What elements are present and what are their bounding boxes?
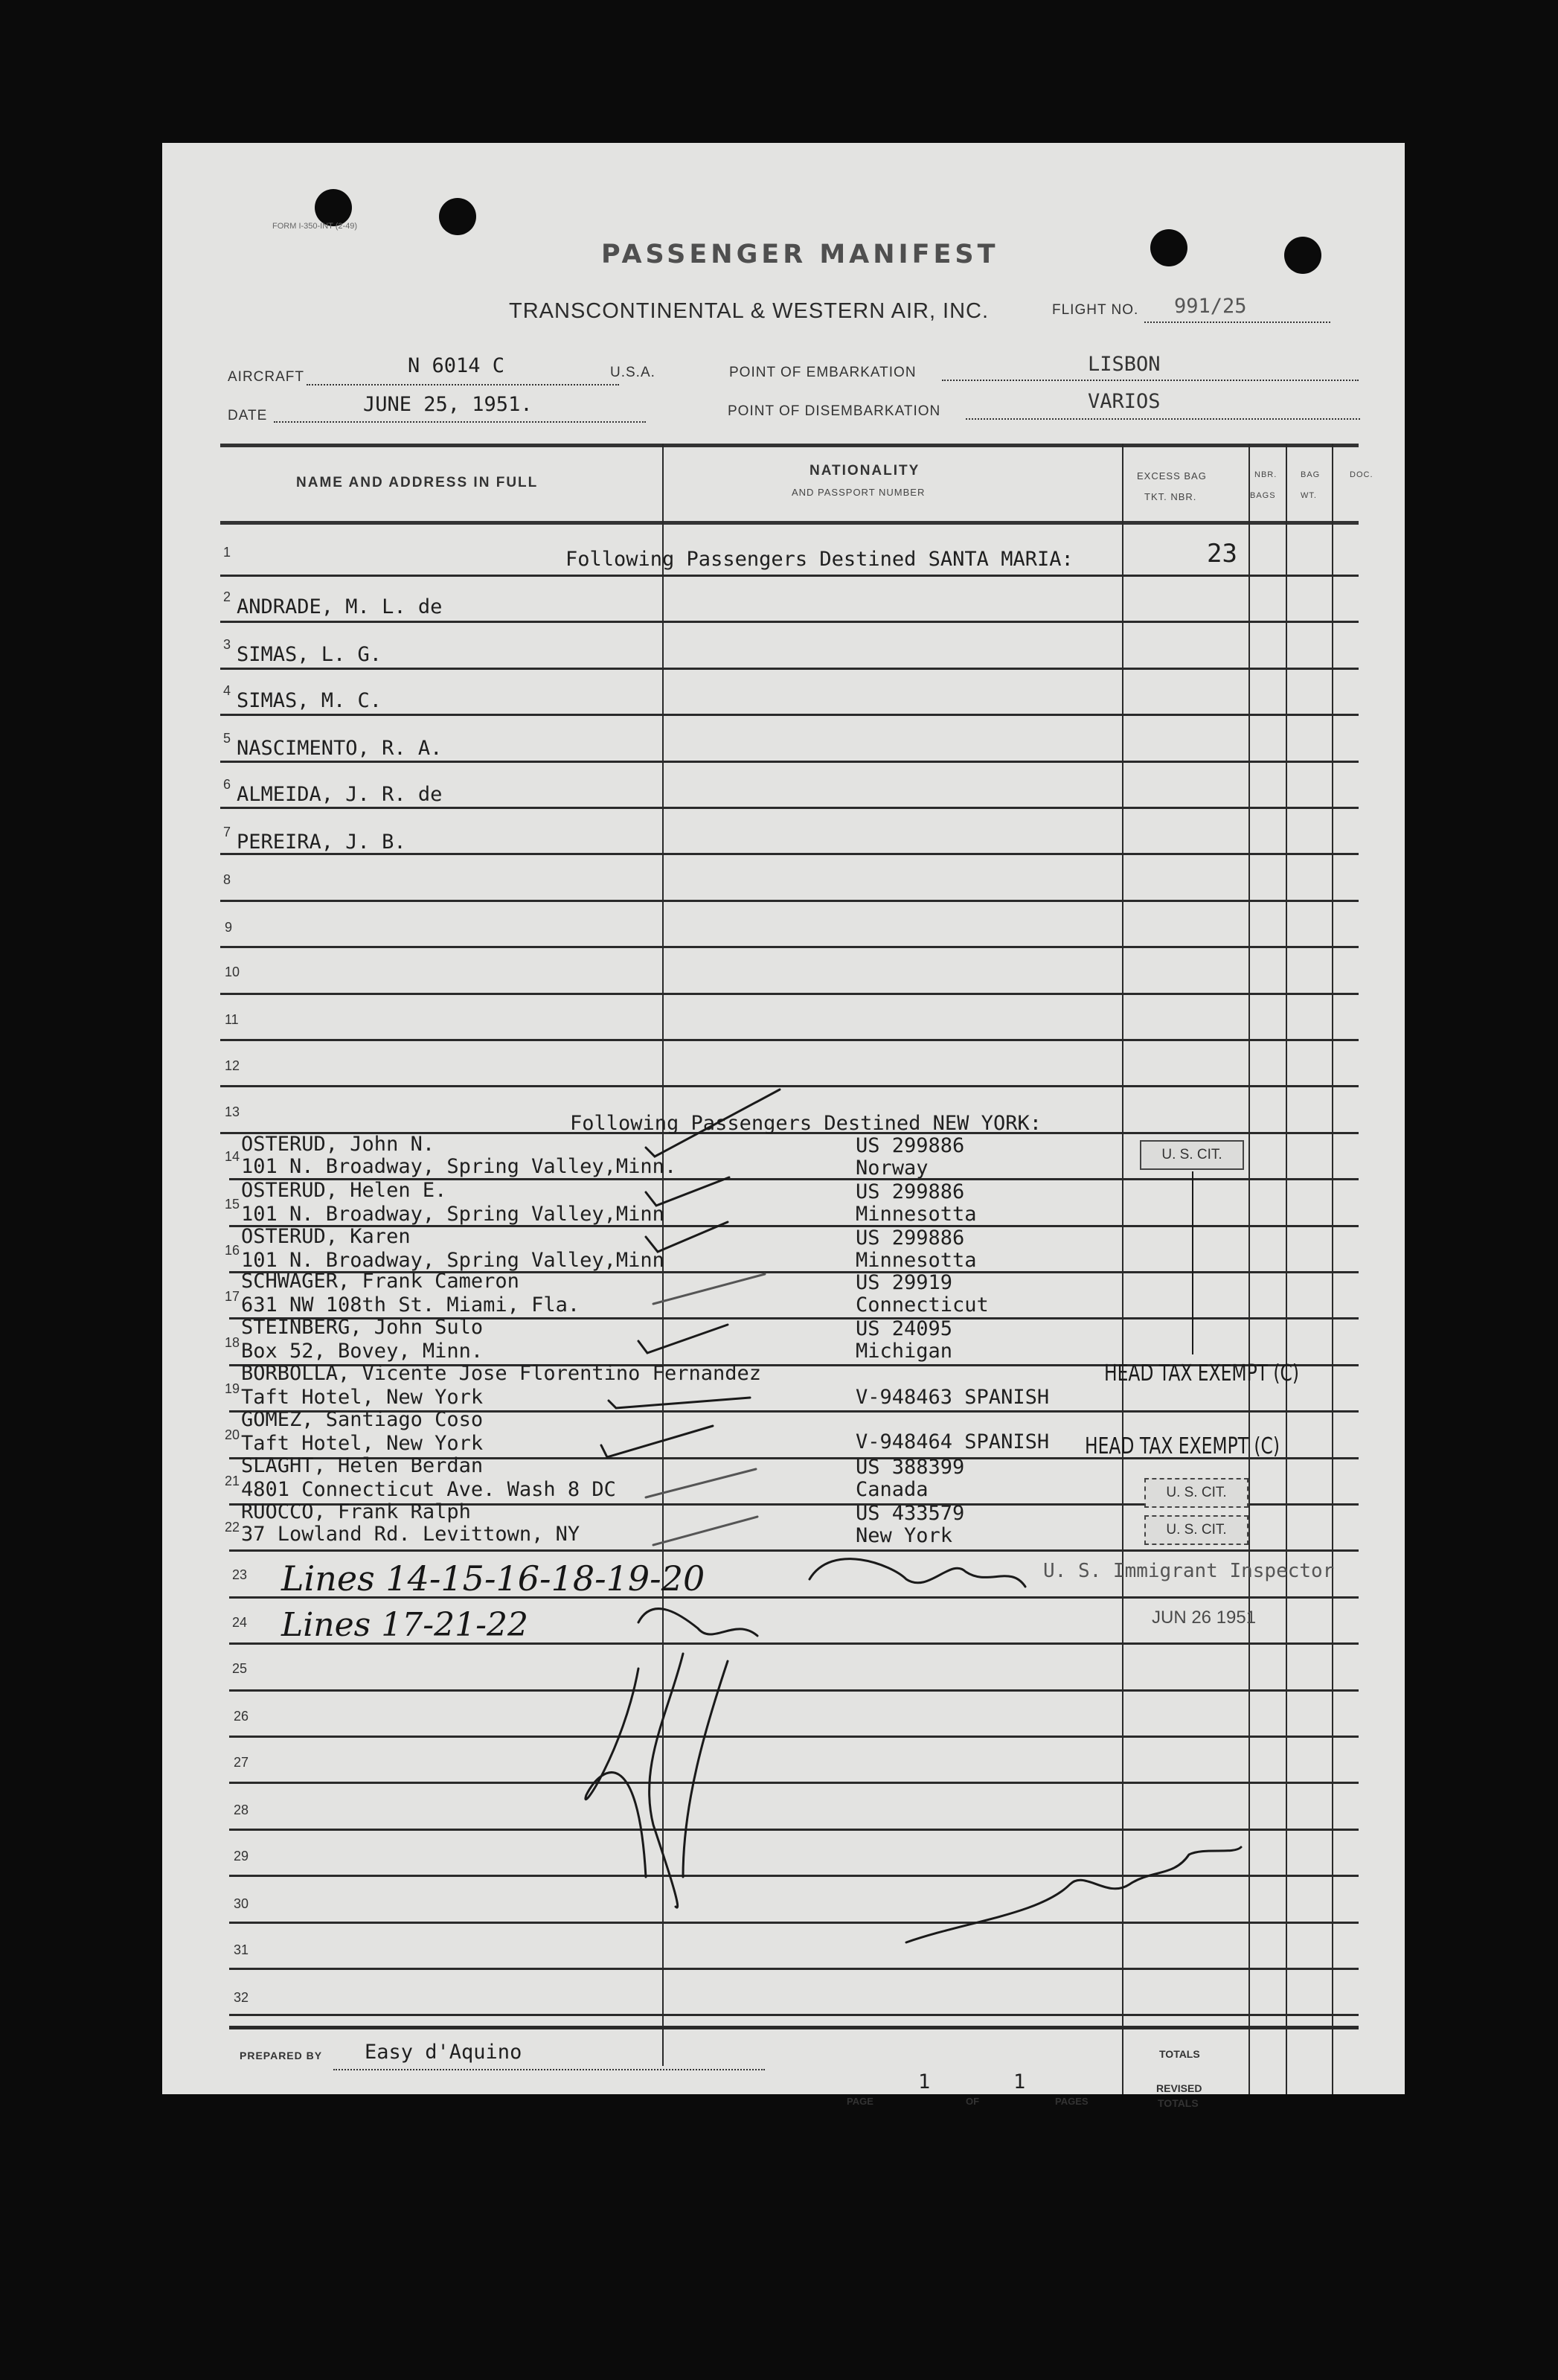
destination-heading: Following Passengers Destined SANTA MARIA: <box>565 548 1074 571</box>
check-mark-icon <box>646 1177 729 1206</box>
signature-scrawl-icon <box>810 1559 1025 1587</box>
head-tax-exempt-stamp: HEAD TAX EXEMPT (C) <box>1085 1433 1280 1459</box>
passport-number: US 299886 <box>856 1134 965 1157</box>
nationality-value: Minnesotta <box>856 1203 977 1226</box>
check-mark-icon <box>646 1090 780 1157</box>
destination-heading: Following Passengers Destined NEW YORK: <box>570 1112 1042 1135</box>
disembarkation-value: VARIOS <box>1088 390 1161 413</box>
date-value: JUNE 25, 1951. <box>363 393 533 416</box>
passenger-name: SIMAS, M. C. <box>237 689 382 712</box>
airline-name: TRANSCONTINENTAL & WESTERN AIR, INC. <box>509 299 990 323</box>
check-mark-icon <box>601 1426 713 1457</box>
nationality-value: Minnesotta <box>856 1249 977 1272</box>
row-number: 7 <box>223 825 231 839</box>
aircraft-label: AIRCRAFT <box>228 369 304 385</box>
passenger-name: OSTERUD, Helen E. <box>241 1179 447 1202</box>
row-number: 31 <box>234 1942 249 1957</box>
row-number: 25 <box>232 1661 248 1676</box>
passport-number: US 299886 <box>856 1180 965 1203</box>
row-number: 26 <box>234 1709 249 1724</box>
check-mark-icon <box>653 1274 765 1304</box>
row-number: 28 <box>234 1802 249 1817</box>
passenger-address: 631 NW 108th St. Miami, Fla. <box>241 1293 580 1317</box>
prepared-by-underline <box>333 2069 765 2070</box>
form-number: FORM I-350-INT (2-49) <box>272 222 358 231</box>
manifest-sheet <box>162 143 1405 2109</box>
column-header-doc: DOC. <box>1350 470 1373 479</box>
passenger-name: RUOCCO, Frank Ralph <box>241 1500 471 1523</box>
passenger-address: Taft Hotel, New York <box>241 1386 484 1409</box>
passenger-address: Box 52, Bovey, Minn. <box>241 1340 484 1363</box>
row-number: 8 <box>223 872 231 887</box>
page-label: PAGE <box>847 2096 873 2107</box>
prepared-by-name: Easy d'Aquino <box>365 2041 522 2064</box>
nationality-value: Canada <box>856 1478 929 1501</box>
revised-totals-label: REVISED <box>1156 2082 1202 2094</box>
check-marks <box>162 143 1405 2094</box>
row-number: 30 <box>234 1896 249 1911</box>
passenger-name: ANDRADE, M. L. de <box>237 595 443 618</box>
us-citizen-stamp: U. S. CIT. <box>1140 1140 1244 1170</box>
row-number: 12 <box>225 1058 240 1073</box>
row-number: 3 <box>223 637 231 652</box>
row-number: 9 <box>225 920 233 935</box>
column-header-nationality: NATIONALITY <box>810 463 920 479</box>
row-number: 16 <box>225 1243 240 1258</box>
aircraft-registry: U.S.A. <box>610 365 655 380</box>
page-number: 1 <box>918 2070 931 2093</box>
us-citizen-stamp: U. S. CIT. <box>1144 1515 1248 1545</box>
row-number: 22 <box>225 1520 240 1535</box>
totals-label: TOTALS <box>1159 2048 1200 2060</box>
column-header-nbr-bags: NBR. <box>1254 470 1278 479</box>
row-count: 23 <box>1207 539 1237 569</box>
embarkation-label: POINT OF EMBARKATION <box>729 365 917 380</box>
passenger-name: PEREIRA, J. B. <box>237 831 406 854</box>
passenger-name: NASCIMENTO, R. A. <box>237 737 443 760</box>
passenger-name: GOMEZ, Santiago Coso <box>241 1408 484 1431</box>
revised-totals-label: TOTALS <box>1158 2097 1199 2109</box>
row-number: 27 <box>234 1755 249 1770</box>
row-number: 15 <box>225 1197 240 1212</box>
passenger-address: 101 N. Broadway, Spring Valley,Minn <box>241 1249 664 1272</box>
row-number: 13 <box>225 1104 240 1119</box>
inspector-signature-icon <box>906 1847 1241 1942</box>
row-number: 14 <box>225 1149 240 1164</box>
passenger-address: 37 Lowland Rd. Levittown, NY <box>241 1523 580 1546</box>
row-number: 20 <box>225 1427 240 1442</box>
row-number: 24 <box>232 1615 248 1630</box>
large-scribble-icon <box>586 1654 728 1907</box>
nationality-value: New York <box>856 1524 953 1547</box>
row-number: 21 <box>225 1474 240 1488</box>
passenger-name: OSTERUD, Karen <box>241 1225 411 1248</box>
flight-label: FLIGHT NO. <box>1052 302 1139 318</box>
passenger-address: Taft Hotel, New York <box>241 1432 484 1455</box>
check-mark-icon <box>609 1398 750 1408</box>
passenger-name: STEINBERG, John Sulo <box>241 1316 484 1339</box>
row-number: 10 <box>225 965 240 979</box>
passenger-name: OSTERUD, John N. <box>241 1133 435 1156</box>
column-header-excess-bag: EXCESS BAG <box>1137 470 1207 482</box>
column-header-wt: WT. <box>1301 491 1317 500</box>
prepared-by-label: PREPARED BY <box>240 2050 323 2061</box>
page-total: 1 <box>1013 2070 1026 2093</box>
passenger-name: ALMEIDA, J. R. de <box>237 783 443 806</box>
handwritten-lines-note: Lines 17-21-22 <box>281 1606 528 1644</box>
passport-number: US 29919 <box>856 1271 953 1294</box>
date-label: DATE <box>228 408 268 423</box>
passport-number: US 388399 <box>856 1456 965 1479</box>
column-header-bags: BAGS <box>1250 491 1276 500</box>
passport-number: US 299886 <box>856 1226 965 1250</box>
nationality-value: Connecticut <box>856 1293 989 1317</box>
column-header-ticket-number: TKT. NBR. <box>1144 491 1197 502</box>
row-number: 6 <box>223 777 231 792</box>
row-number: 23 <box>232 1567 248 1582</box>
passenger-address: 101 N. Broadway, Spring Valley,Minn <box>241 1203 664 1226</box>
inspection-date-stamp: JUN 26 1951 <box>1152 1608 1257 1628</box>
column-header-name: NAME AND ADDRESS IN FULL <box>296 475 539 490</box>
check-mark-icon <box>646 1222 728 1252</box>
passenger-address: 4801 Connecticut Ave. Wash 8 DC <box>241 1478 616 1501</box>
row-number: 5 <box>223 731 231 746</box>
check-mark-icon <box>646 1469 756 1497</box>
of-label: OF <box>966 2096 980 2107</box>
flight-number: 991/25 <box>1174 295 1247 318</box>
row-number: 17 <box>225 1289 240 1304</box>
row-number: 1 <box>223 545 231 560</box>
row-number: 4 <box>223 683 231 698</box>
nationality-value: Norway <box>856 1157 929 1180</box>
row-number: 18 <box>225 1335 240 1350</box>
signature-scrawl-icon <box>638 1609 757 1636</box>
pages-label: PAGES <box>1055 2096 1089 2107</box>
passenger-name: SCHWAGER, Frank Cameron <box>241 1270 519 1293</box>
handwritten-lines-note: Lines 14-15-16-18-19-20 <box>281 1558 705 1599</box>
check-mark-icon <box>638 1325 728 1353</box>
disembarkation-label: POINT OF DISEMBARKATION <box>728 403 941 419</box>
head-tax-exempt-stamp: HEAD TAX EXEMPT (C) <box>1104 1360 1300 1386</box>
us-citizen-stamp: U. S. CIT. <box>1144 1478 1248 1508</box>
row-number: 32 <box>234 1990 249 2005</box>
passport-number: US 433579 <box>856 1502 965 1525</box>
row-number: 19 <box>225 1381 240 1396</box>
passport-number: V-948463 SPANISH <box>856 1386 1050 1409</box>
passenger-name: SLAGHT, Helen Berdan <box>241 1454 484 1477</box>
embarkation-value: LISBON <box>1088 353 1161 376</box>
column-header-passport: AND PASSPORT NUMBER <box>792 487 926 498</box>
aircraft-value: N 6014 C <box>408 354 505 377</box>
row-number: 2 <box>223 589 231 604</box>
passenger-name: SIMAS, L. G. <box>237 643 382 666</box>
check-mark-icon <box>653 1517 757 1545</box>
column-header-bag-wt: BAG <box>1301 470 1321 479</box>
nationality-value: Michigan <box>856 1340 953 1363</box>
page-title: PASSENGER MANIFEST <box>601 240 999 269</box>
passenger-name: BORBOLLA, Vicente Jose Florentino Fernandez <box>241 1362 761 1385</box>
immigrant-inspector-stamp: U. S. Immigrant Inspector <box>1043 1560 1335 1582</box>
row-number: 29 <box>234 1849 249 1864</box>
passport-number: US 24095 <box>856 1317 953 1340</box>
passport-number: V-948464 SPANISH <box>856 1430 1050 1453</box>
row-number: 11 <box>225 1012 239 1027</box>
passenger-address: 101 N. Broadway, Spring Valley,Minn. <box>241 1155 677 1178</box>
